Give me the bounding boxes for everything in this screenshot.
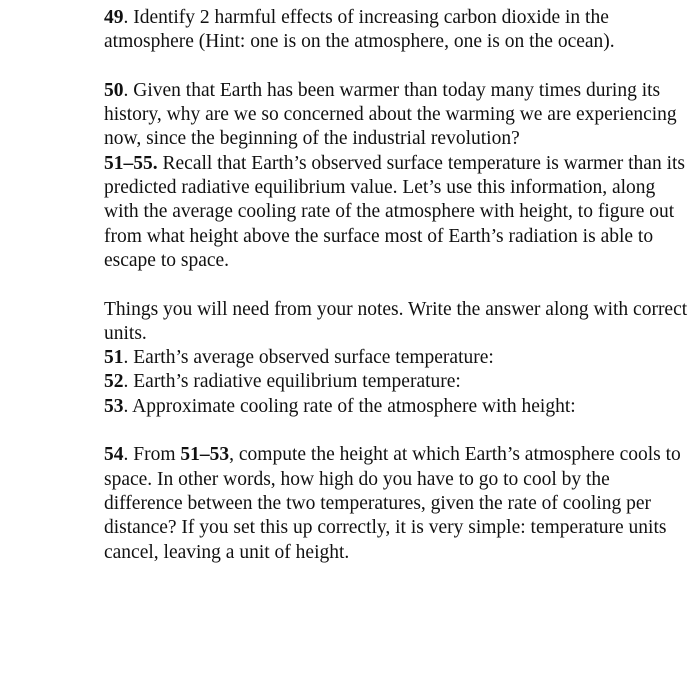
question-51-text: . Earth’s average observed surface temperature:	[123, 347, 494, 369]
question-54-reference: 51–53	[180, 444, 230, 466]
worksheet-page	[104, 6, 690, 565]
question-51-number: 51	[104, 347, 124, 369]
question-51-55-text: Recall that Earth’s observed surface temperature is warmer than its predicted radiative equilibrium value. Let’s use this information, along with the average cooling rate of the atmosphere with height, to figure out from what height above the surface most of Earth’s radiation is able to escape to space.	[104, 152, 686, 271]
question-51	[104, 346, 690, 370]
question-49-number: 49	[104, 7, 124, 28]
question-53	[104, 395, 690, 419]
question-51-55-number: 51–55.	[104, 152, 158, 174]
question-54-text-b: , compute the height at which Earth’s atmosphere cools to space. In other words, how high do you have to go to cool by the difference between the two temperatures, given the rate of cooling per distance? If you set this up correctly, it is very simple: temperature units cancel, leaving a unit of height.	[104, 444, 681, 563]
question-52	[104, 370, 690, 394]
question-54-number: 54	[104, 444, 124, 466]
notes-intro: Things you will need from your notes. Write the answer along with correct units.	[104, 298, 688, 344]
question-50-text: . Given that Earth has been warmer than today many times during its history, why are we so concerned about the warming we are experiencing now, since the beginning of the industrial revolution?	[104, 79, 677, 150]
question-49-text: . Identify 2 harmful effects of increasing carbon dioxide in the atmosphere (Hint: one is on the atmosphere, one is on the ocean).	[104, 7, 615, 53]
question-49	[104, 6, 690, 55]
question-52-number: 52	[104, 371, 124, 393]
question-50	[104, 79, 690, 152]
question-54	[104, 443, 690, 564]
question-54-text-a: . From	[123, 444, 181, 466]
spacer	[104, 273, 690, 297]
question-52-text: . Earth’s radiative equilibrium temperature:	[123, 371, 461, 393]
spacer	[104, 419, 690, 443]
question-51-55	[104, 152, 690, 273]
question-53-number: 53	[104, 395, 124, 417]
spacer	[104, 55, 690, 79]
question-53-text: . Approximate cooling rate of the atmosphere with height:	[123, 395, 576, 417]
question-50-number: 50	[104, 79, 124, 101]
